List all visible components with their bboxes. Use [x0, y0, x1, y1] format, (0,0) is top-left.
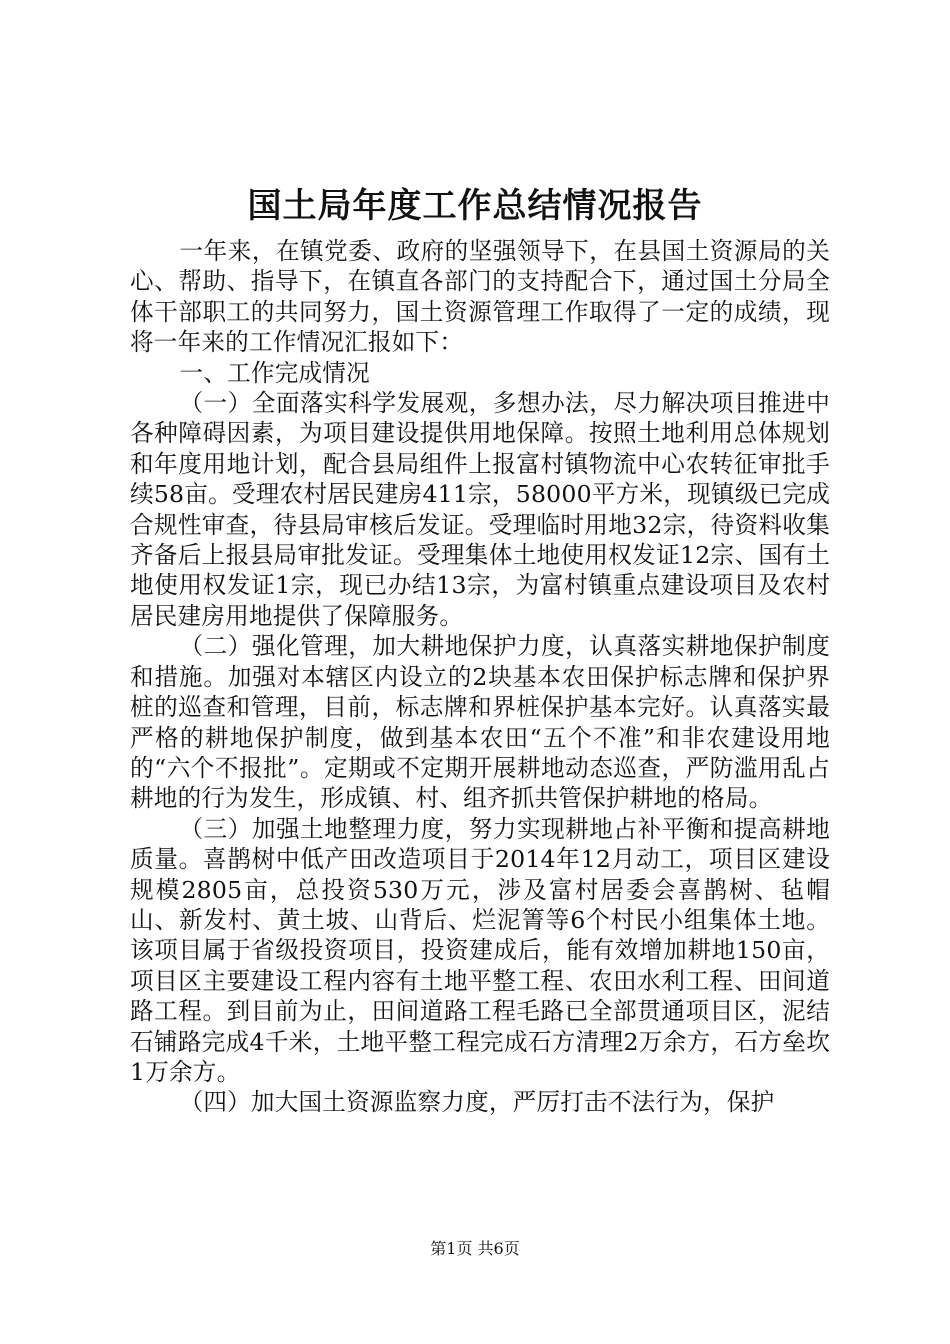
section-heading: 一、工作完成情况 [179, 358, 370, 387]
paragraph-2: （二）强化管理，加大耕地保护力度，认真落实耕地保护制度和措施。加强对本辖区内设立的2块基本农田保护标志牌和保护界桩的巡查和管理，目前，标志牌和界桩保护基本完好。认真落实最严格的耕地保护制度，做到基本农田“五个不准”和非农建设用地的“六个不报批”。定期或不定期开展耕地动态巡查，严防滥用乱占耕地的行为发生，形成镇、村、组齐抓共管保护耕地的格局。 [130, 632, 830, 813]
paragraph-1: （一）全面落实科学发展观，多想办法，尽力解决项目推进中各种障碍因素，为项目建设提供用地保障。按照土地利用总体规划和年度用地计划，配合县局组件上报富村镇物流中心农转征审批手续58亩。受理农村居民建房411宗，58000平方米，现镇级已完成合规性审查，待县局审核后发证。受理临时用地32宗，待资料收集齐备后上报县局审批发证。受理集体土地使用权发证12宗、国有土地使用权发证1宗，现已办结13宗，为富村镇重点建设项目及农村居民建房用地提供了保障服务。 [130, 389, 830, 630]
paragraph-3: （三）加强土地整理力度，努力实现耕地占补平衡和提高耕地质量。喜鹊树中低产田改造项目于2014年12月动工，项目区建设规模2805亩，总投资530万元，涉及富村居委会喜鹊树、毡帽山、新发村、黄土坡、山背后、烂泥箐等6个村民小组集体土地。该项目属于省级投资项目，投资建成后，能有效增加耕地150亩，项目区主要建设工程内容有土地平整工程、农田水利工程、田间道路工程。到目前为止，田间道路工程毛路已全部贯通项目区，泥结石铺路完成4千米，土地平整工程完成石方清理2万余方，石方垒坎1万余方。 [130, 814, 830, 1086]
document-body [130, 236, 830, 1118]
page-footer: 第1页 共6页 [430, 1239, 520, 1258]
intro-paragraph: 一年来，在镇党委、政府的坚强领导下，在县国土资源局的关心、帮助、指导下，在镇直各部门的支持配合下，通过国土分局全体干部职工的共同努力，国土资源管理工作取得了一定的成绩，现将一年来的工作情况汇报如下： [130, 237, 830, 357]
paragraph-4: （四）加大国土资源监察力度，严厉打击不法行为，保护 [179, 1088, 775, 1117]
document-title: 国土局年度工作总结情况报告 [247, 186, 703, 226]
